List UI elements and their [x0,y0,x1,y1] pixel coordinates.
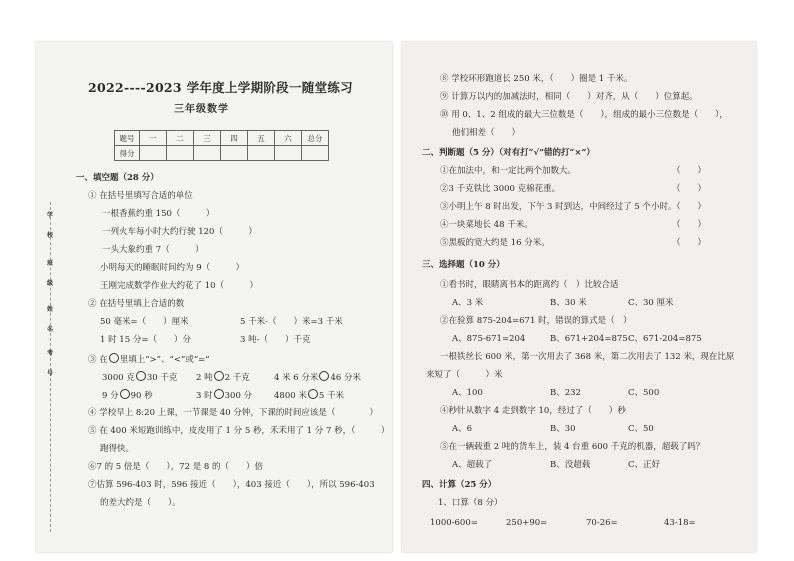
circle-blank [319,371,329,381]
compare-left: 9 分 [102,391,119,401]
score-cell: 一 [140,131,167,146]
section-heading: 二、判断题（5 分）（对有打“√”错的打“×”） [422,148,595,158]
binding-line [50,202,51,532]
question-text: 的差大约是（ ）。 [100,498,181,508]
choice-option: A、3 米 [452,298,484,308]
question-text: ① 在括号里填写合适的单位 [88,191,193,201]
question-text: ⑦估算 596-403 时，596 接近（ ），403 接近（ ），所以 596-403 [88,480,375,490]
question-text: 5 千米-（ ）米=3 千米 [240,317,343,327]
compare-item [102,371,177,384]
question-text: 3 吨-（ ）千克 [240,335,311,345]
circle-blank [308,389,318,399]
choice-option: C、671-204=875 [628,334,702,344]
circle-blank [109,353,119,363]
score-table-score-row [115,146,329,161]
choice-option: A、6 [452,424,473,434]
question-text: ②在验算 875-204=671 时，错误的算式是（ ） [440,316,632,326]
question-text: ①看书时，眼睛离书本的距离约（ ）比较合适 [440,280,619,290]
calc-item: 250+90= [506,518,548,528]
side-label: 班 [46,260,53,267]
question-text: 他们相差（ ） [452,128,521,138]
judge-item: ⑤黑板的宽大约是 16 分米。 [440,238,550,248]
answer-paren: （ ） [672,238,707,248]
question-text: 来短了（ ）米 [426,370,503,380]
question-text: ⑥7 的 5 倍是（ ），72 是 8 的（ ）倍 [88,462,264,472]
score-cell [167,146,194,161]
answer-paren: （ ） [672,166,707,176]
compare-left: 3000 克 [102,373,135,383]
calc-item: 70-26= [586,518,618,528]
choice-option: C、500 [628,388,660,398]
score-cell [275,146,302,161]
question-text: ② 在括号里填上合适的数 [88,299,185,309]
right-page [402,42,756,552]
score-cell: 二 [167,131,194,146]
score-table-header-row [115,131,329,146]
question-text: 1、口算（8 分） [438,498,503,508]
choice-option: A、875-671=204 [452,334,526,344]
question-text: 50 毫米=（ ）厘米 [100,317,189,327]
question-text: 小明每天的睡眠时间约为 9（ ） [100,263,245,273]
compare-item [196,371,250,384]
compare-item [274,389,344,402]
choice-option: B、232 [550,388,581,398]
compare-right: 300 分 [224,391,253,401]
side-label: 考 [46,350,53,357]
side-label: 姓 [46,306,53,313]
compare-right: 46 分米 [330,373,361,383]
compare-item [102,389,153,402]
side-label: 号 [46,370,53,377]
exam-subtitle: 三年级数学 [174,104,229,115]
score-cell [194,146,221,161]
judge-item: ①在加法中，和一定比两个加数大。 [440,166,577,176]
side-label: 级 [46,280,53,287]
score-cell [248,146,275,161]
question-text: 一根香蕉约重 150（ ） [102,209,215,219]
score-cell: 四 [221,131,248,146]
question-text-part: ③ 在 [88,355,108,365]
circle-blank [136,371,146,381]
score-cell [140,146,167,161]
question-text-part: 里填上“>”、“<”或“=” [119,355,210,365]
choice-option: B、30 [550,424,576,434]
score-cell: 题号 [115,131,140,146]
score-table [114,130,329,161]
calc-item: 1000-600= [430,518,478,528]
circle-blank [120,389,130,399]
circle-blank [214,371,224,381]
side-label: 校 [46,232,53,239]
compare-item [274,371,361,384]
answer-paren: （ ） [672,184,707,194]
side-label: 名 [46,326,53,333]
choice-option: B、没超载 [550,460,591,470]
compare-right: 30 千克 [146,373,178,383]
compare-item [196,389,252,402]
compare-right: 2 千克 [224,373,250,383]
choice-option: A、超载了 [452,460,493,470]
choice-option: C、50 [628,424,654,434]
score-cell: 总分 [302,131,329,146]
section-heading: 一、填空题（28 分） [76,173,159,183]
choice-option: A、100 [452,388,483,398]
score-cell: 得分 [115,146,140,161]
question-text: ④秒针从数字 4 走到数字 10，经过了（ ）秒 [440,406,626,416]
question-text [88,353,210,366]
question-text: 一根铁丝长 600 米，第一次用去了 368 米，第二次用去了 132 米，现在比原 [440,352,735,362]
question-text: ⑩ 用 0、1、2 组成的最大三位数是（ ），组成的最小三位数是（ ）， [440,110,728,120]
side-label: 学 [46,212,53,219]
compare-left: 2 吨 [196,373,213,383]
left-page [36,42,392,552]
compare-left: 4800 米 [274,391,307,401]
judge-item: ②3 千克铁比 3000 克棉花重。 [440,184,561,194]
question-text: ④ 学校早上 8:20 上课，一节课是 40 分钟，下课的时间应该是（ ） [88,408,378,418]
question-text: 跑得快。 [100,444,135,454]
score-cell: 六 [275,131,302,146]
score-cell: 五 [248,131,275,146]
choice-option: B、671+204=875 [550,334,628,344]
section-heading: 四、计算（25 分） [422,480,497,490]
choice-option: C、正好 [628,460,661,470]
question-text: ⑤在一辆载重 2 吨的货车上，装 4 台重 600 千克的机器，超载了吗？ [440,442,705,452]
score-cell: 三 [194,131,221,146]
compare-left: 4 米 6 分米 [274,373,319,383]
compare-right: 5 千米 [318,391,344,401]
calc-item: 43-18= [664,518,696,528]
question-text: 1 时 15 分=（ ）分 [100,335,191,345]
section-heading: 三、选择题（10 分） [422,260,505,270]
question-text: 一头大象约重 7（ ） [102,245,204,255]
compare-left: 3 时 [196,391,213,401]
choice-option: B、30 米 [550,298,587,308]
question-text: ⑧ 学校环形跑道长 250 米，（ ）圈是 1 千米。 [440,74,633,84]
score-cell [221,146,248,161]
judge-item: ③小明上午 8 时出发，下午 3 时到达，中间经过了 5 个小时。 [440,202,677,212]
exam-title: 2022----2023 学年度上学期阶段一随堂练习 [88,80,353,95]
score-cell [302,146,329,161]
question-text: 王刚完成数学作业大约花了 10（ ） [100,281,259,291]
answer-paren: （ ） [672,220,707,230]
answer-paren: （ ） [672,202,707,212]
choice-option: C、30 厘米 [628,298,674,308]
question-text: ⑤ 在 400 米短跑训练中，皮皮用了 1 分 5 秒，禾禾用了 1 分 7 秒，（ ） [88,426,390,436]
judge-item: ④一块菜地长 48 千米。 [440,220,533,230]
circle-blank [214,389,224,399]
question-text: 一列火车每小时大约行驶 120（ ） [102,227,257,237]
question-text: ⑨ 计算万以内的加减法时，相同（ ）对齐，从（ ）位算起。 [440,92,698,102]
compare-right: 90 秒 [130,391,153,401]
